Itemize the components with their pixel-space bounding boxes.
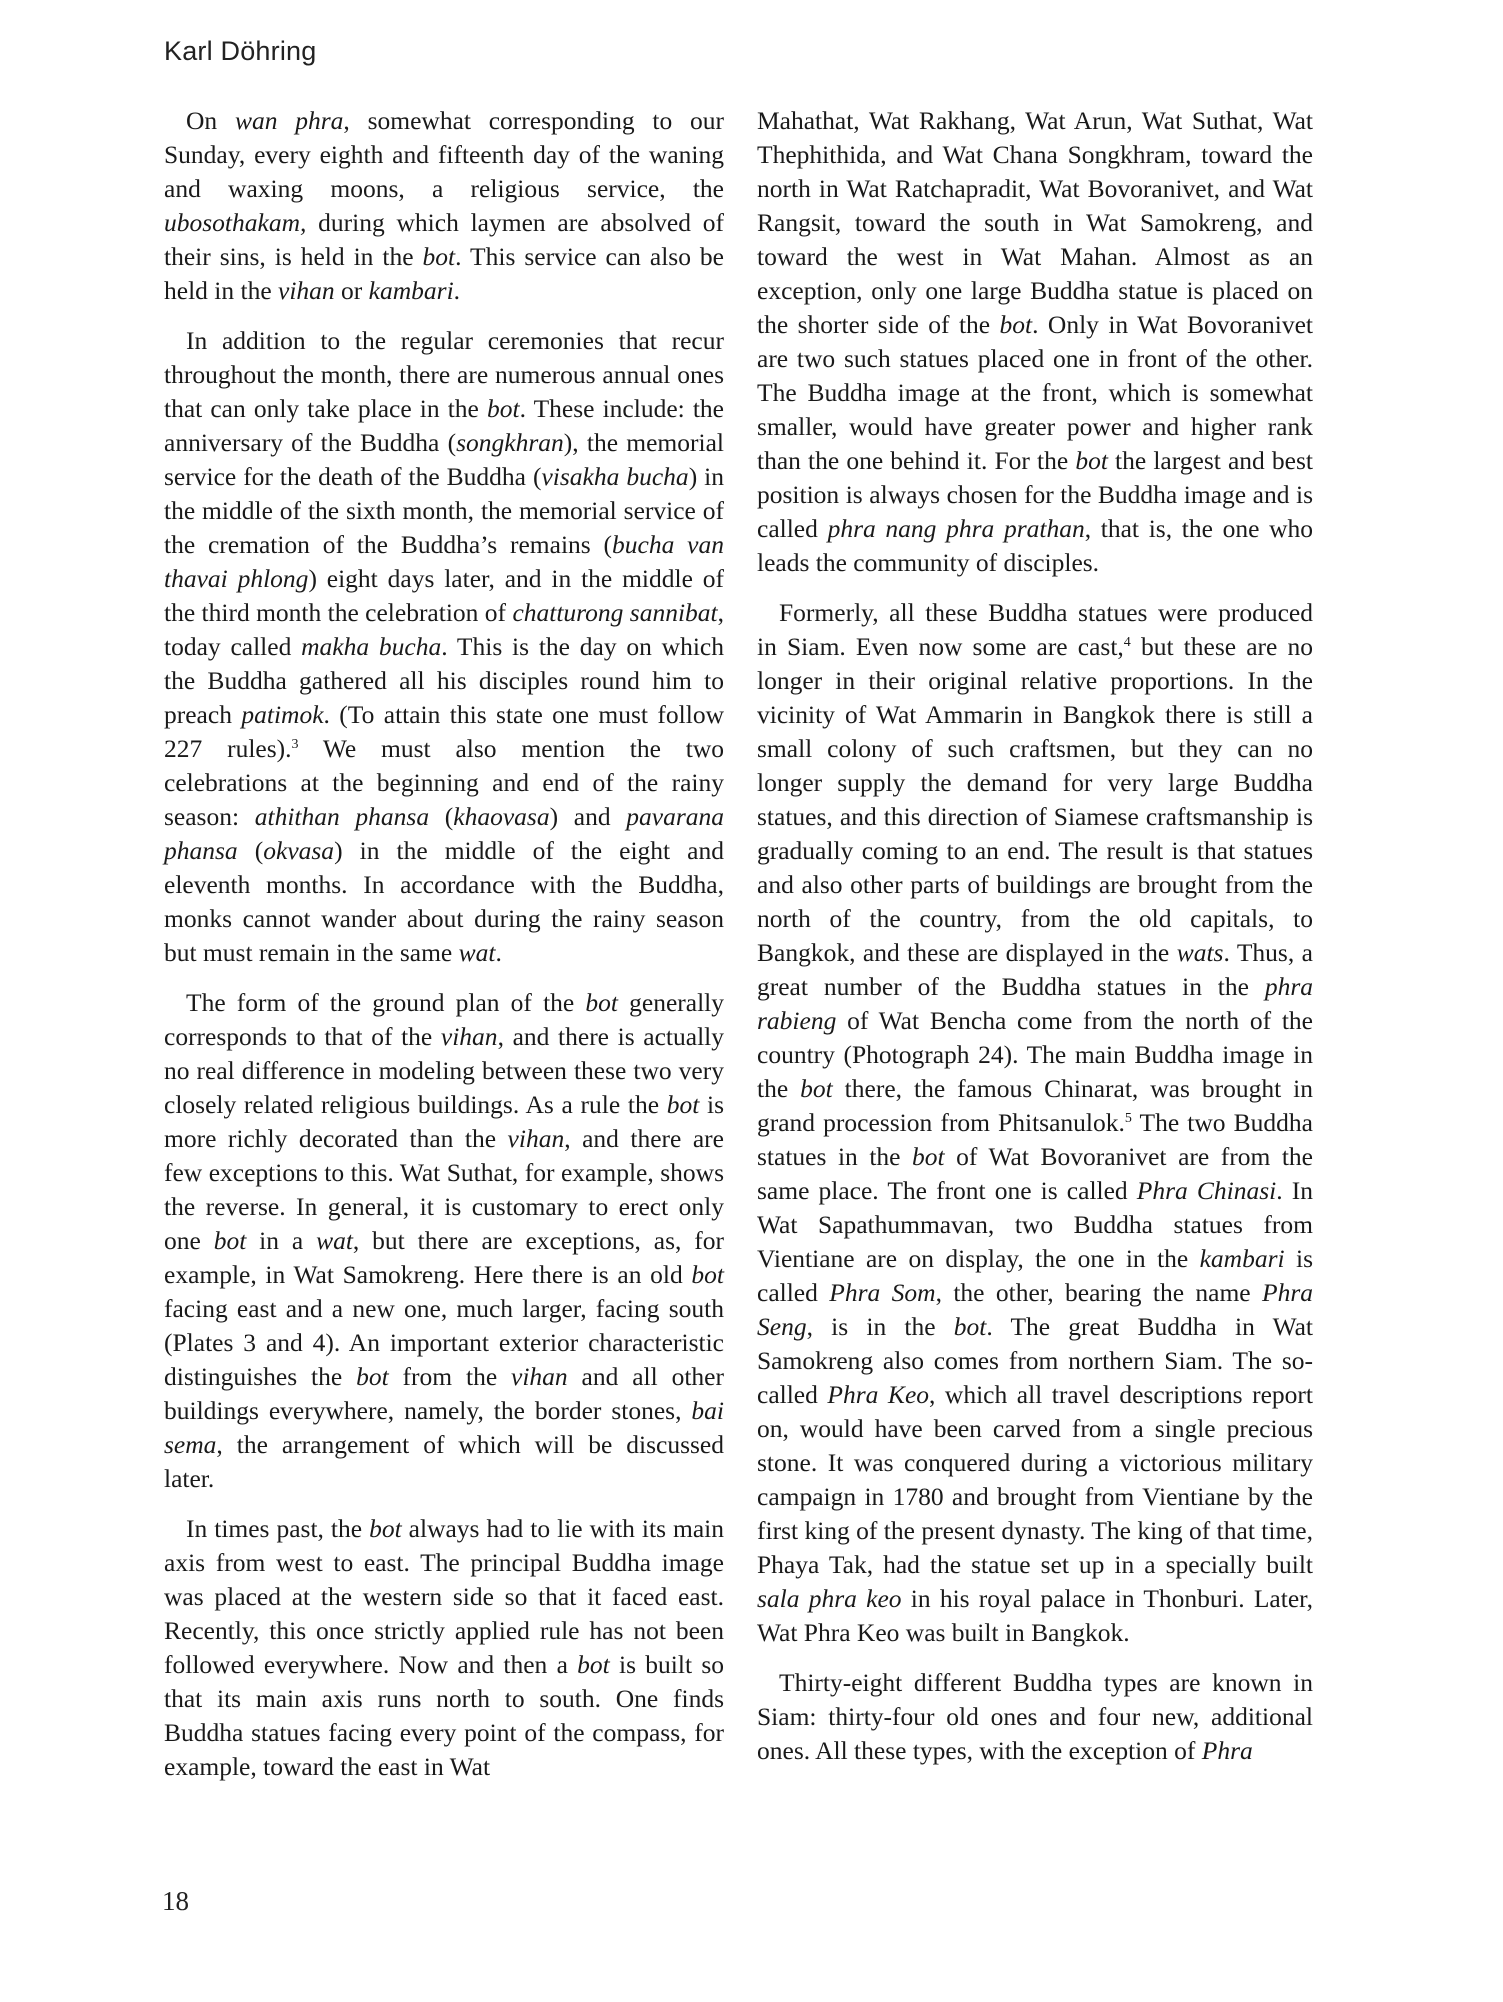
- text-run: facing east and a new one, much larger, facing south (Plates 3 and 4). An important exterior characteristic distinguishes the: [164, 1294, 724, 1391]
- text-run: , and there is actually no real difference in modeling between these two very closely related religious buildings. As a rule the: [164, 1022, 725, 1119]
- italic-term: patimok: [241, 700, 324, 729]
- italic-term: bot: [666, 1090, 700, 1119]
- text-run: from the: [388, 1362, 512, 1391]
- italic-term: bot: [585, 988, 618, 1017]
- italic-term: vihan: [507, 1124, 565, 1153]
- italic-term: khaovasa: [453, 802, 550, 831]
- italic-term: wat: [458, 938, 496, 967]
- text-run: during which laymen are absolved of their sins, is held in the: [164, 208, 724, 271]
- italic-term: bot: [486, 394, 520, 423]
- text-run: the largest and best position is always chosen for the Buddha image and is called: [757, 446, 1313, 543]
- text-run: , the other, bearing the name: [935, 1278, 1262, 1307]
- right-text-column: [757, 104, 1313, 1784]
- italic-term: wats: [1176, 938, 1224, 967]
- italic-term: bot: [577, 1650, 610, 1679]
- text-run: . This service can also be held in the: [164, 242, 725, 305]
- paragraph: [164, 986, 724, 1496]
- text-run: but these are no longer in their original relative proportions. In the vicinity of Wat Ammarin in Bangkok there is still a small colony of such craftsmen, but they can no longer supply the demand for very large Buddha statues, and this direction of Siamese craftsmanship is gradually coming to an end. The result is that statues and also other parts of buildings are brought from the north of the country, from the old capitals, to Bangkok, and these are displayed in the: [757, 632, 1313, 967]
- text-run: ) in the middle of the sixth month, the memorial service of the cremation of the Buddha’s remains (: [164, 462, 725, 559]
- text-run: In addition to the regular ceremonies that recur throughout the month, there are numerous annual ones that can only take place in the: [164, 326, 724, 423]
- text-run: Mahathat, Wat Rakhang, Wat Arun, Wat Suthat, Wat Thephithida, and Wat Chana Songkhram, toward the north in Wat Ratchapradit, Wat Bovoranivet, and Wat Rangsit, toward the south in Wat Samokreng, and toward the west in Wat Mahan. Almost as an exception, only one large Buddha statue is placed on the shorter side of the: [757, 106, 1313, 339]
- text-run: , but there are exceptions, as, for example, in Wat Samokreng. Here there is an old: [164, 1226, 724, 1289]
- italic-term: okvasa: [263, 836, 335, 865]
- text-run: and all other buildings everywhere, namely, the border stones,: [164, 1362, 724, 1425]
- text-run: ) in the middle of the eight and eleventh months. In accordance with the Buddha, monks cannot wander about during the rainy season but must remain in the same: [164, 836, 724, 967]
- text-run: In times past, the: [186, 1514, 370, 1543]
- text-run: . These include: the anniversary of the Buddha (: [164, 394, 724, 457]
- text-run: The two Buddha statues in the: [757, 1108, 1313, 1171]
- text-run: of Wat Bencha come from the north of the country (Photograph 24). The main Buddha image in the: [757, 1006, 1313, 1103]
- italic-term: bai sema: [164, 1396, 724, 1459]
- text-run: or: [334, 276, 369, 305]
- text-run: ) and: [549, 802, 627, 831]
- text-run: , and there are few exceptions to this. Wat Suthat, for example, shows the reverse. In general, it is customary to erect only one: [164, 1124, 724, 1255]
- text-run: generally corresponds to that of the: [164, 988, 724, 1051]
- italic-term: Phra: [1201, 1736, 1253, 1765]
- italic-term: athithan phansa: [254, 802, 430, 831]
- italic-term: chatturong sannibat: [512, 598, 718, 627]
- paragraph: [164, 104, 724, 308]
- footnote-ref: 3: [291, 737, 299, 752]
- italic-term: bot: [691, 1260, 724, 1289]
- italic-term: pavarana phansa: [164, 802, 724, 865]
- italic-term: Phra Seng: [757, 1278, 1313, 1341]
- italic-term: bot: [953, 1312, 987, 1341]
- text-run: Thirty-eight different Buddha types are known in Siam: thirty-four old ones and four new, additional ones. All these types, with the exception of: [757, 1668, 1313, 1765]
- italic-term: Phra Keo: [827, 1380, 930, 1409]
- text-run: , that is, the one who leads the community of disciples.: [757, 514, 1314, 577]
- text-run: , which all travel descriptions report on, would have been carved from a single precious stone. It was conquered during a victorious military campaign in 1780 and brought from Vientiane by the first king of the present dynasty. The king of that time, Phaya Tak, had the statue set up in a specially built: [757, 1380, 1314, 1579]
- italic-term: kambari: [1199, 1244, 1285, 1273]
- italic-term: songkhran: [456, 428, 564, 457]
- footnote-ref: 5: [1124, 1111, 1132, 1126]
- text-run: is called: [757, 1244, 1313, 1307]
- paragraph: [164, 1512, 724, 1784]
- text-run: . The great Buddha in Wat Samokreng also comes from northern Siam. The so-called: [757, 1312, 1313, 1409]
- text-run: . Only in Wat Bovoranivet are two such statues placed one in front of the other. The Buddha image at the front, which is somewhat smaller, would have greater power and higher rank than the one behind it. For the: [757, 310, 1314, 475]
- text-run: always had to lie with its main axis from west to east. The principal Buddha image was placed at the western side so that it faced east. Recently, this once strictly applied rule has not been followed everywhere. Now and then a: [164, 1514, 724, 1679]
- text-run: . In Wat Sapathummavan, two Buddha statues from Vientiane are on display, the one in the: [757, 1176, 1313, 1273]
- text-run: (: [237, 836, 264, 865]
- text-run: is more richly decorated than the: [164, 1090, 724, 1153]
- footnote-ref: 4: [1123, 635, 1131, 650]
- paragraph: [164, 324, 724, 970]
- italic-term: visakha bucha: [541, 462, 689, 491]
- italic-term: bot: [800, 1074, 833, 1103]
- paragraph: [757, 1666, 1313, 1768]
- text-run: , today called: [164, 598, 724, 661]
- italic-term: bot: [1075, 446, 1108, 475]
- italic-term: makha bucha: [301, 632, 442, 661]
- italic-term: bot: [369, 1514, 402, 1543]
- italic-term: Phra Som: [829, 1278, 936, 1307]
- running-header-author: Karl Döhring: [164, 36, 317, 66]
- text-run: Formerly, all these Buddha statues were produced in Siam. Even now some are cast,: [757, 598, 1313, 661]
- text-run: .: [453, 276, 461, 305]
- italic-term: vihan: [278, 276, 335, 305]
- text-run: , the arrangement of which will be discussed later.: [164, 1430, 724, 1493]
- italic-term: wan phra: [234, 106, 344, 135]
- italic-term: bucha van thavai phlong: [164, 530, 724, 593]
- text-run: We must also mention the two celebrations at the beginning and end of the rainy season:: [164, 734, 724, 831]
- italic-term: phra rabieng: [757, 972, 1313, 1035]
- text-run: in a: [246, 1226, 317, 1255]
- italic-term: bot: [422, 242, 456, 271]
- text-run: is built so that its main axis runs north to south. One finds Buddha statues facing every point of the compass, for example, toward the east in Wat: [164, 1650, 725, 1781]
- paragraph: [757, 104, 1313, 580]
- italic-term: vihan: [440, 1022, 498, 1051]
- text-run: ), the memorial service for the death of the Buddha (: [164, 428, 724, 491]
- paragraph: [757, 596, 1313, 1650]
- text-run: , somewhat corresponding to our Sunday, every eighth and fifteenth day of the waning and waxing moons, a religious service, the: [164, 106, 724, 203]
- text-run: . Thus, a great number of the Buddha statues in the: [757, 938, 1314, 1001]
- italic-term: bot: [213, 1226, 247, 1255]
- italic-term: bot: [912, 1142, 945, 1171]
- text-run: ) eight days later, and in the middle of the third month the celebration of: [164, 564, 724, 627]
- italic-term: wat: [316, 1226, 353, 1255]
- italic-term: ubosothakam,: [164, 208, 307, 237]
- text-run: there, the famous Chinarat, was brought in grand procession from Phitsanulok.: [757, 1074, 1314, 1137]
- left-text-column: [164, 104, 724, 1800]
- text-run: (: [429, 802, 454, 831]
- italic-term: sala phra keo: [757, 1584, 902, 1613]
- text-run: , is in the: [806, 1312, 954, 1341]
- page-number: 18: [162, 1886, 189, 1916]
- text-run: .: [495, 938, 502, 967]
- text-run: On: [186, 106, 235, 135]
- text-run: The form of the ground plan of the: [186, 988, 586, 1017]
- text-run: . (To attain this state one must follow 227 rules).: [164, 700, 724, 763]
- text-run: of Wat Bovoranivet are from the same place. The front one is called: [757, 1142, 1313, 1205]
- italic-term: bot: [356, 1362, 389, 1391]
- italic-term: Phra Chinasi: [1136, 1176, 1277, 1205]
- italic-term: phra nang phra prathan: [827, 514, 1085, 543]
- italic-term: bot: [999, 310, 1033, 339]
- text-run: in his royal palace in Thonburi. Later, Wat Phra Keo was built in Bangkok.: [757, 1584, 1314, 1647]
- italic-term: vihan: [511, 1362, 568, 1391]
- text-run: . This is the day on which the Buddha gathered all his disciples round him to preach: [164, 632, 724, 729]
- italic-term: kambari: [368, 276, 454, 305]
